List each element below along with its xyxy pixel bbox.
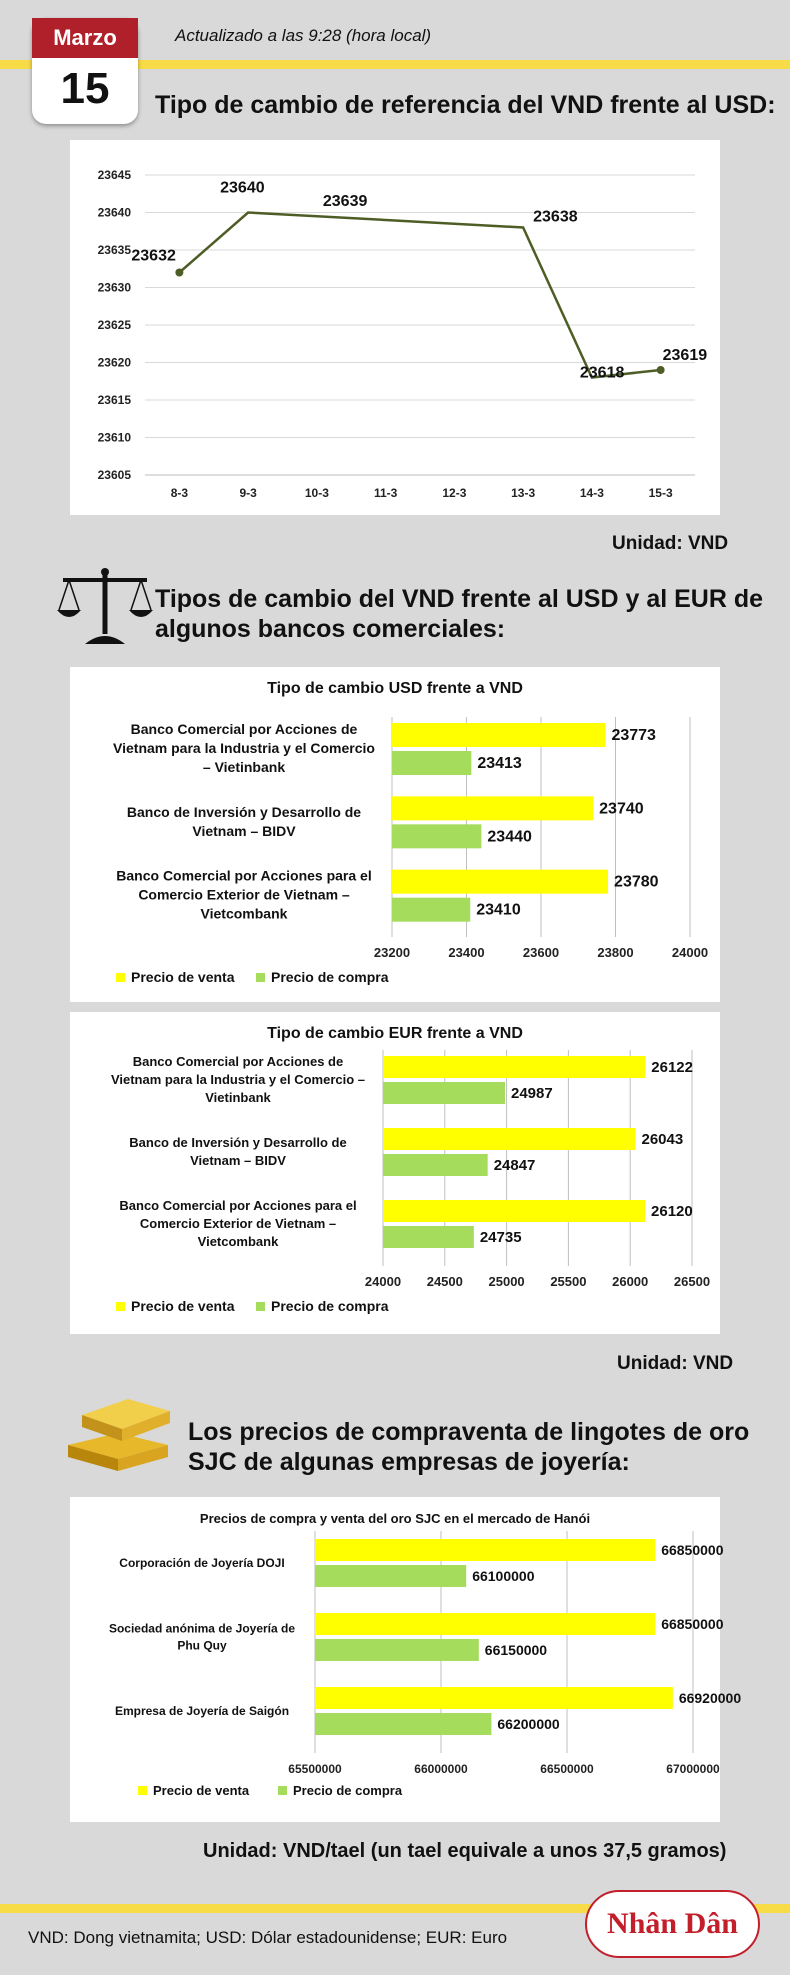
legend-label-compra: Precio de compra xyxy=(293,1783,403,1798)
data-label: 66100000 xyxy=(472,1568,535,1584)
gold-chart-panel xyxy=(70,1497,742,1822)
usd-bank-bar-chart xyxy=(70,667,720,1002)
data-label: 66920000 xyxy=(678,1690,742,1706)
x-tick-label: 24000 xyxy=(364,1274,402,1289)
data-label: 24987 xyxy=(510,1085,553,1102)
bar-venta xyxy=(315,1539,655,1561)
category-label: Vietnam – BIDV xyxy=(192,822,296,839)
category-label: Banco Comercial por Acciones para el xyxy=(119,1198,357,1213)
section2-unit: Unidad: VND xyxy=(617,1353,734,1374)
category-label: Vietcombank xyxy=(197,1234,279,1249)
x-tick-label: 12-3 xyxy=(442,486,467,500)
x-tick-label: 67000000 xyxy=(666,1762,720,1776)
bar-compra xyxy=(315,1565,466,1587)
x-tick-label: 10-3 xyxy=(304,486,329,500)
bar-compra xyxy=(383,1082,505,1104)
data-point xyxy=(657,366,665,374)
bar-venta xyxy=(383,1200,645,1222)
chart-title: Tipo de cambio EUR frente a VND xyxy=(267,1025,523,1042)
y-tick-label: 23605 xyxy=(97,468,131,482)
data-label: 23618 xyxy=(579,364,625,382)
data-label: 23619 xyxy=(662,347,708,364)
bar-venta xyxy=(392,723,605,747)
data-label: 24847 xyxy=(493,1157,536,1174)
data-label: 23773 xyxy=(611,727,656,744)
y-tick-label: 23630 xyxy=(97,280,131,295)
data-label: 26120 xyxy=(651,1203,693,1220)
series-line xyxy=(179,213,660,378)
y-tick-label: 23635 xyxy=(97,243,131,257)
calendar-icon xyxy=(32,18,138,124)
category-label: Vietinbank xyxy=(205,1090,271,1105)
chart-title: Precios de compra y venta del oro SJC en el mercado de Hanói xyxy=(199,1511,591,1526)
y-tick-label: 23620 xyxy=(97,355,131,370)
section3-heading xyxy=(188,1417,749,1477)
x-tick-label: 14-3 xyxy=(579,486,604,500)
category-label: Banco de Inversión y Desarrollo de xyxy=(126,803,362,820)
bar-compra xyxy=(383,1226,474,1248)
category-label: Vietnam para la Industria y el Comercio xyxy=(113,740,375,756)
section1-heading: Tipo de cambio de referencia del VND frente al USD: xyxy=(155,91,776,119)
x-tick-label: 26000 xyxy=(612,1274,649,1289)
category-label: Sociedad anónima de Joyería de xyxy=(108,1621,296,1636)
legend-label-venta: Precio de venta xyxy=(131,1298,235,1314)
x-tick-label: 66000000 xyxy=(414,1762,468,1776)
x-tick-label: 24500 xyxy=(426,1274,463,1289)
section1-unit: Unidad: VND xyxy=(612,533,729,554)
bar-venta xyxy=(383,1128,636,1150)
data-label: 23440 xyxy=(487,828,532,846)
section3-heading-line1: Los precios de compraventa de lingotes de oro xyxy=(188,1418,750,1446)
data-label: 23632 xyxy=(131,247,176,265)
x-tick-label: 24000 xyxy=(671,945,709,960)
section2-heading-line1: Tipos de cambio del VND frente al USD y al EUR de xyxy=(155,585,764,613)
section2-heading xyxy=(155,584,763,644)
data-point xyxy=(175,269,183,277)
data-label: 26043 xyxy=(641,1131,684,1148)
scale-icon xyxy=(55,566,155,653)
gold-price-bar-chart xyxy=(70,1497,742,1822)
x-tick-label: 66500000 xyxy=(540,1762,594,1776)
legend-swatch-compra xyxy=(256,1302,265,1311)
chart-title: Tipo de cambio USD frente a VND xyxy=(267,680,523,697)
x-tick-label: 15-3 xyxy=(648,486,673,500)
section2-heading-line2: algunos bancos comerciales: xyxy=(155,615,506,643)
x-tick-label: 25500 xyxy=(550,1274,587,1289)
data-label: 66200000 xyxy=(497,1716,560,1732)
category-label: Empresa de Joyería de Saigón xyxy=(114,1704,290,1718)
category-label: Vietcombank xyxy=(200,905,288,922)
category-label: Banco Comercial por Acciones de xyxy=(130,721,358,737)
x-tick-label: 26500 xyxy=(673,1274,711,1289)
x-tick-label: 23400 xyxy=(448,945,485,960)
bar-compra xyxy=(392,898,470,922)
bar-compra xyxy=(315,1639,479,1661)
legend-swatch-venta xyxy=(116,1302,125,1311)
category-label: Banco de Inversión y Desarrollo de xyxy=(129,1135,347,1150)
x-tick-label: 23200 xyxy=(373,945,411,960)
data-label: 26122 xyxy=(651,1059,693,1076)
y-tick-label: 23645 xyxy=(97,168,131,182)
data-label: 23740 xyxy=(599,800,644,818)
data-label: 23640 xyxy=(220,179,265,197)
eur-bank-chart-panel xyxy=(70,1012,720,1334)
x-tick-label: 65500000 xyxy=(288,1762,342,1776)
data-label: 24735 xyxy=(479,1229,522,1246)
x-tick-label: 11-3 xyxy=(373,486,398,500)
bar-compra xyxy=(392,824,481,848)
y-tick-label: 23615 xyxy=(97,393,131,407)
category-label: Corporación de Joyería DOJI xyxy=(119,1556,285,1570)
footer-note: VND: Dong vietnamita; USD: Dólar estadounidense; EUR: Euro xyxy=(28,1928,508,1947)
category-label: Comercio Exterior de Vietnam – xyxy=(138,886,350,903)
bar-compra xyxy=(383,1154,488,1176)
x-tick-label: 8-3 xyxy=(170,486,189,500)
legend-label-venta: Precio de venta xyxy=(153,1783,250,1798)
legend-swatch-compra xyxy=(256,973,265,982)
x-tick-label: 13-3 xyxy=(511,486,536,500)
bar-venta xyxy=(392,870,608,894)
y-tick-label: 23640 xyxy=(97,205,131,220)
legend-label-compra: Precio de compra xyxy=(271,969,389,985)
bar-venta xyxy=(315,1687,673,1709)
reference-rate-line-chart xyxy=(70,140,720,515)
bar-compra xyxy=(315,1713,491,1735)
category-label: – Vietinbank xyxy=(202,759,286,775)
data-label: 23780 xyxy=(614,873,659,891)
data-label: 66850000 xyxy=(661,1542,724,1558)
line-chart-panel xyxy=(70,140,720,515)
updated-time: Actualizado a las 9:28 (hora local) xyxy=(175,26,432,45)
data-label: 23413 xyxy=(477,755,522,772)
x-tick-label: 23800 xyxy=(597,945,634,960)
data-label: 23639 xyxy=(322,193,368,210)
data-label: 23410 xyxy=(476,901,521,919)
y-tick-label: 23625 xyxy=(97,318,131,332)
x-tick-label: 23600 xyxy=(522,945,560,960)
category-label: Banco Comercial por Acciones de xyxy=(132,1054,344,1069)
bar-venta xyxy=(315,1613,655,1635)
bar-venta xyxy=(383,1056,645,1078)
category-label: Vietnam – BIDV xyxy=(190,1153,286,1168)
section3-heading-line2: SJC de algunas empresas de joyería: xyxy=(188,1448,630,1476)
eur-bank-bar-chart xyxy=(70,1012,720,1334)
category-label: Phu Quy xyxy=(177,1638,227,1653)
bar-compra xyxy=(392,751,471,775)
legend-label-venta: Precio de venta xyxy=(131,969,235,985)
y-tick-label: 23610 xyxy=(97,430,131,445)
calendar-month: Marzo xyxy=(32,18,138,58)
legend-swatch-venta xyxy=(116,973,125,982)
data-label: 23638 xyxy=(533,208,578,226)
x-tick-label: 9-3 xyxy=(239,486,257,500)
usd-bank-chart-panel xyxy=(70,667,720,1002)
legend-swatch-compra xyxy=(278,1786,287,1795)
category-label: Comercio Exterior de Vietnam – xyxy=(139,1216,337,1231)
legend-swatch-venta xyxy=(138,1786,147,1795)
legend-label-compra: Precio de compra xyxy=(271,1298,389,1314)
gold-bars-icon xyxy=(58,1385,178,1480)
category-label: Vietnam para la Industria y el Comercio – xyxy=(110,1072,366,1087)
x-tick-label: 25000 xyxy=(488,1274,525,1289)
data-label: 66150000 xyxy=(484,1642,548,1658)
calendar-day: 15 xyxy=(60,64,110,113)
data-label: 66850000 xyxy=(661,1616,724,1632)
nhan-dan-logo: Nhân Dân xyxy=(585,1890,760,1958)
section3-unit: Unidad: VND/tael (un tael equivale a unos 37,5 gramos) xyxy=(203,1840,727,1862)
category-label: Banco Comercial por Acciones para el xyxy=(116,867,372,884)
bar-venta xyxy=(392,796,593,820)
